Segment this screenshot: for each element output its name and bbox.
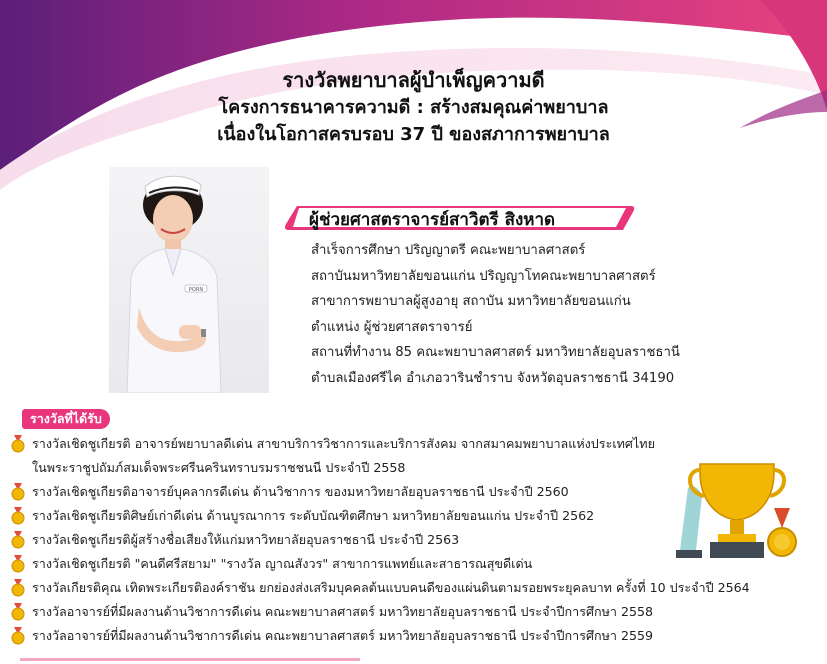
footer-accent-line: [20, 658, 360, 661]
award-text: รางวัลเชิดชูเกียรติอาจารย์บุคลากรดีเด่น ด้านวิชาการ ของมหาวิทยาลัยอุบลราชธานี ประจำปี 2560: [32, 484, 569, 499]
medal-icon: [10, 579, 26, 597]
award-text: รางวัลเกียรติคุณ เทิดพระเกียรติองค์ราชัน ยกย่องส่งเสริมบุคคลต้นแบบคนดีของแผ่นดินตามรอยพระยุคลบาท ครั้งที่ 10 ประจำปี 2564: [32, 580, 750, 595]
award-text: รางวัลเชิดชูเกียรติ อาจารย์พยาบาลดีเด่น สาขาบริการวิชาการและบริการสังคม จากสมาคมพยาบาลแห่งประเทศไทย: [32, 436, 655, 451]
bio-line: สำเร็จการศึกษา ปริญญาตรี คณะพยาบาลศาสตร์: [311, 243, 586, 258]
bio-line: สถาบันมหาวิทยาลัยขอนแก่น ปริญญาโทคณะพยาบาลศาสตร์: [311, 268, 656, 284]
medal-icon: [10, 627, 26, 645]
page-subtitle: โครงการธนาคารความดี : สร้างสมคุณค่าพยาบาล: [218, 97, 609, 118]
award-text: รางวัลเชิดชูเกียรติศิษย์เก่าดีเด่น ด้านบูรณาการ ระดับบัณฑิตศึกษา มหาวิทยาลัยขอนแก่น ประจำปี 2562: [32, 508, 595, 523]
awards-section-label: รางวัลที่ได้รับ: [22, 409, 110, 429]
award-text: รางวัลอาจารย์ที่มีผลงานด้านวิชาการดีเด่น คณะพยาบาลศาสตร์ มหาวิทยาลัยอุบลราชธานี ประจำปีการศึกษา 2558: [32, 604, 654, 619]
profile-name: ผู้ช่วยศาสตราจารย์สาวิตรี สิงหาด: [309, 210, 556, 230]
medal-icon: [10, 555, 26, 573]
award-item: [10, 552, 750, 576]
award-text: รางวัลอาจารย์ที่มีผลงานด้านวิชาการดีเด่น คณะพยาบาลศาสตร์ มหาวิทยาลัยอุบลราชธานี ประจำปีการศึกษา 2559: [32, 628, 654, 643]
page-title: รางวัลพยาบาลผู้บำเพ็ญความดี: [282, 68, 545, 92]
trophy-icon: [672, 458, 802, 570]
bio-line: ตำแหน่ง ผู้ช่วยศาสตราจารย์: [311, 319, 473, 335]
medal-icon: [10, 531, 26, 549]
bio-line: สถานที่ทำงาน 85 คณะพยาบาลศาสตร์ มหาวิทยาลัยอุบลราชธานี: [311, 345, 680, 360]
medal-icon: [10, 507, 26, 525]
medal-icon: [10, 483, 26, 501]
award-item: [10, 432, 750, 480]
awards-list: [10, 432, 750, 648]
page-subtitle-occasion: เนื่องในโอกาสครบรอบ 37 ปี ของสภาการพยาบาล: [217, 124, 610, 145]
award-item: [10, 600, 750, 624]
award-text: รางวัลเชิดชูเกียรติผู้สร้างชื่อเสียงให้แก่มหาวิทยาลัยอุบลราชธานี ประจำปี 2563: [32, 532, 460, 547]
profile-photo: [109, 167, 269, 393]
award-item: [10, 576, 750, 600]
award-item: [10, 528, 750, 552]
page-header: [0, 66, 827, 148]
award-text: รางวัลเชิดชูเกียรติ "คนดีศรีสยาม" "รางวัล ญาณสังวร" สาขาการแพทย์และสาธารณสุขดีเด่น: [32, 556, 533, 571]
bio-line: ตำบลเมืองศรีไค อำเภอวารินชำราบ จังหวัดอุบลราชธานี 34190: [311, 370, 675, 386]
bio-line: สาขาการพยาบาลผู้สูงอายุ สถาบัน มหาวิทยาลัยขอนแก่น: [311, 294, 631, 309]
name-badge: PORN: [188, 287, 204, 293]
award-item: [10, 504, 750, 528]
award-item: [10, 480, 750, 504]
profile-bio: [311, 238, 680, 391]
medal-icon: [10, 603, 26, 621]
award-text-continued: ในพระราชูปถัมภ์สมเด็จพระศรีนครินทราบรมราชชนนี ประจำปี 2558: [32, 460, 406, 475]
award-item: [10, 624, 750, 648]
medal-icon: [10, 435, 26, 453]
